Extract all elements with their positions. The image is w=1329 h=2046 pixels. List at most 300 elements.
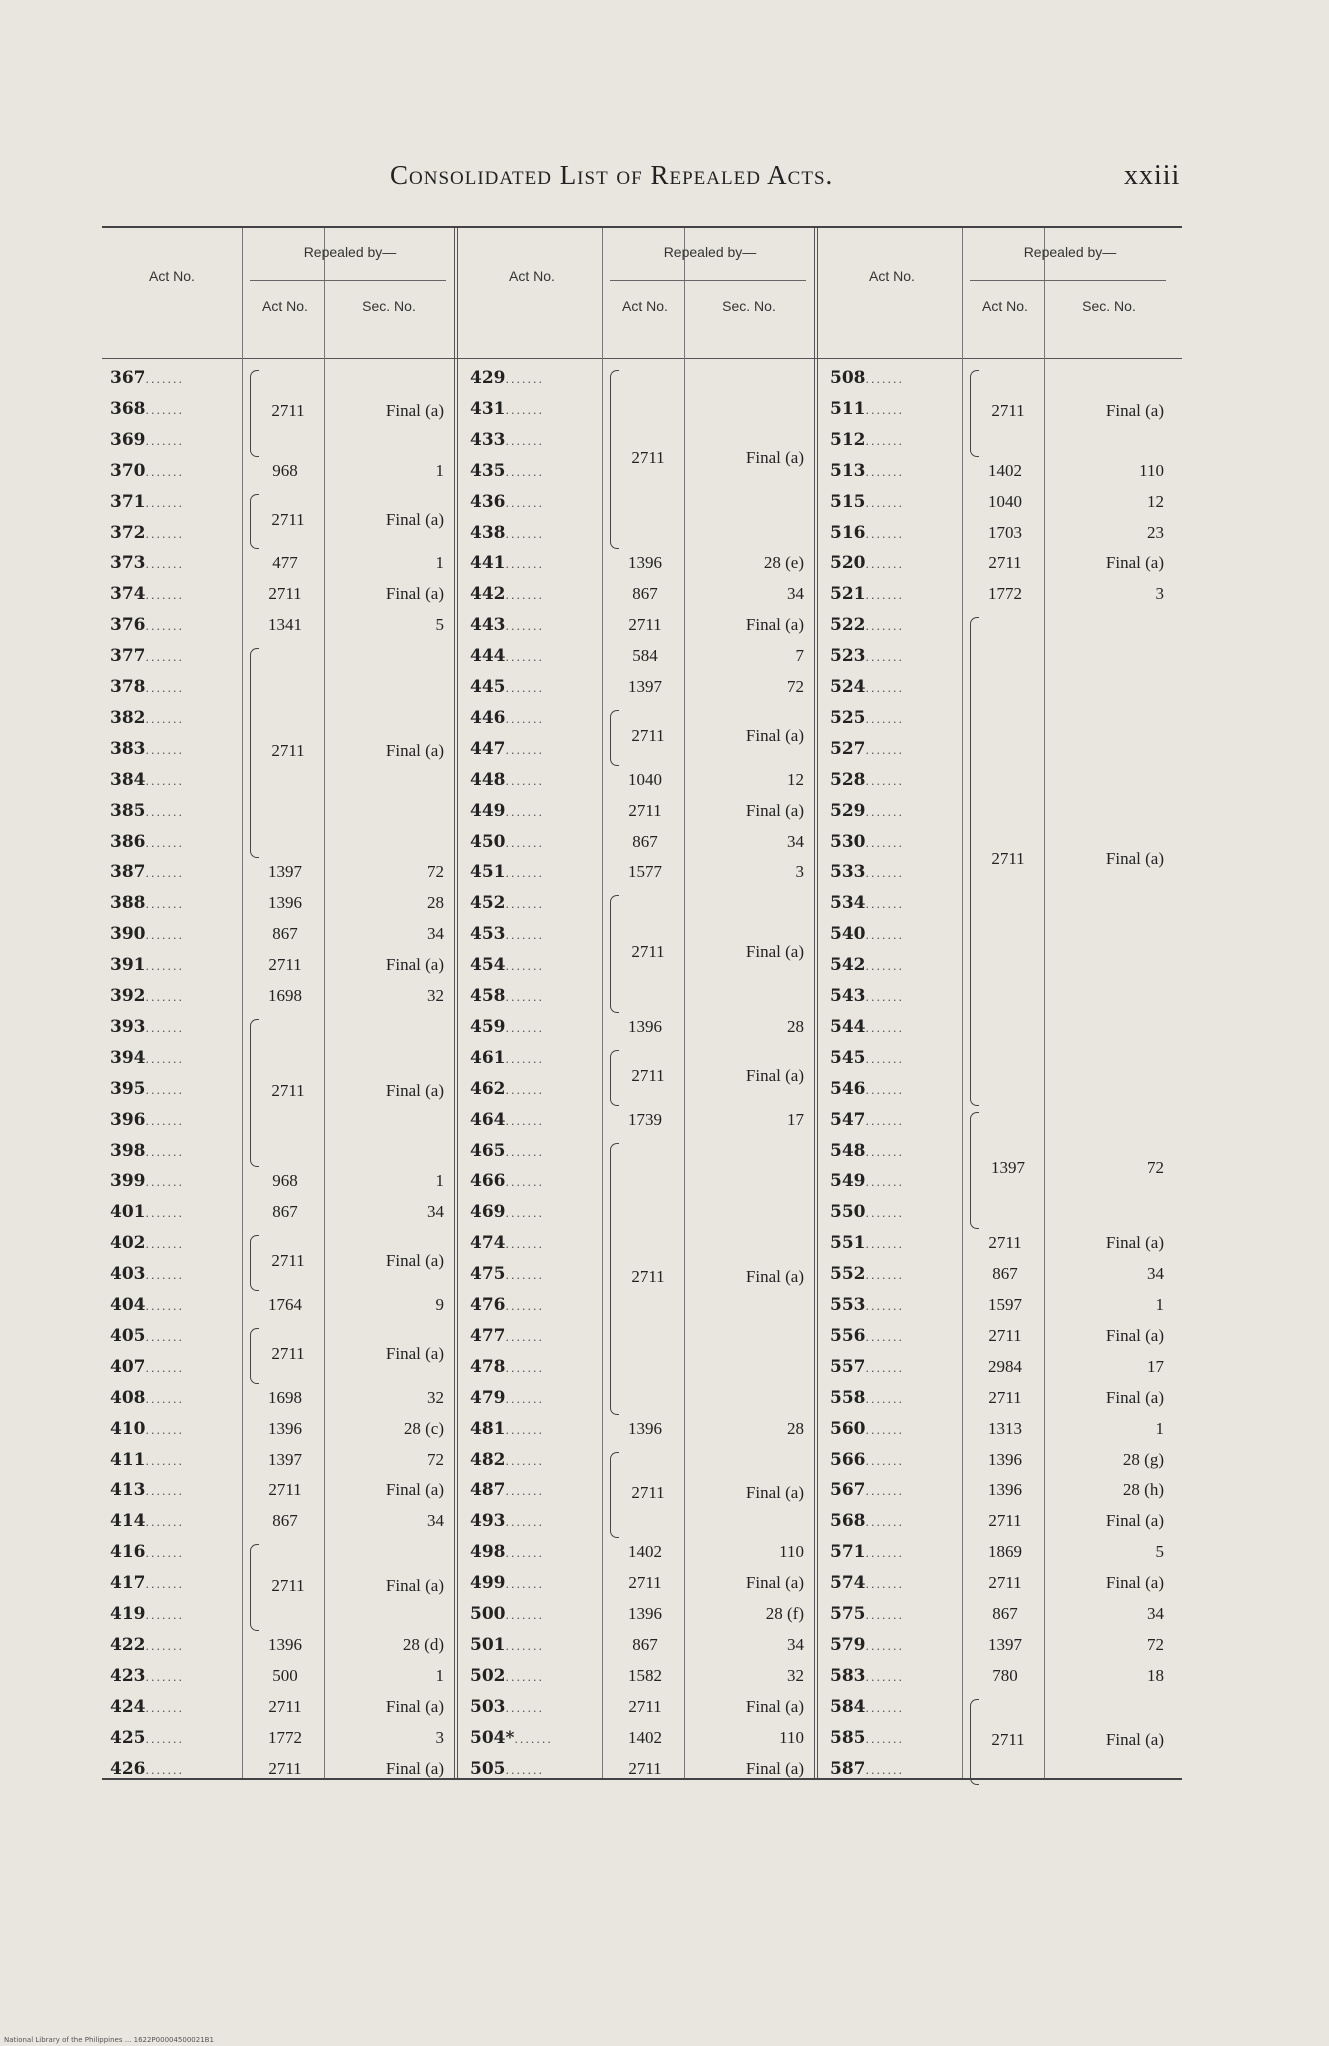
leader-dots: ....... <box>865 1423 904 1437</box>
repealing-act: 1402 <box>988 460 1022 480</box>
leader-dots: ....... <box>865 867 904 881</box>
act-number-text: 373 <box>110 553 146 574</box>
act-number-text: 548 <box>830 1140 866 1161</box>
act-number-text: 465 <box>470 1140 506 1161</box>
act-number <box>830 1666 904 1686</box>
section-number: Final (a) <box>1105 553 1164 573</box>
act-number-text: 528 <box>830 769 866 790</box>
repealing-act: 2711 <box>271 741 305 761</box>
section-number: Final (a) <box>745 1573 804 1593</box>
section-number: 28 (g) <box>1122 1449 1164 1469</box>
repealing-act: 2711 <box>628 1758 662 1778</box>
act-number-text: 458 <box>470 986 506 1006</box>
act-number <box>110 1604 184 1624</box>
section-number: 9 <box>435 1295 444 1314</box>
act-number <box>470 801 544 821</box>
section-number: 5 <box>1155 1542 1164 1562</box>
repealing-act: 867 <box>272 1202 298 1222</box>
repealing-act: 2711 <box>268 1758 302 1778</box>
repealing-act: 2711 <box>268 955 302 975</box>
act-number <box>470 523 544 543</box>
leader-dots: ....... <box>505 496 544 510</box>
leader-dots: ....... <box>865 1701 904 1715</box>
act-number-text: 398 <box>110 1140 146 1161</box>
repealing-act: 2711 <box>988 1387 1022 1407</box>
leader-dots: ....... <box>505 682 544 695</box>
repealing-act: 2711 <box>268 1696 302 1716</box>
act-number-text: 568 <box>830 1511 866 1532</box>
act-number-text: 394 <box>110 1047 146 1068</box>
leader-dots: ....... <box>865 1207 904 1221</box>
act-number-text: 414 <box>110 1511 146 1532</box>
act-number <box>110 708 184 728</box>
act-number <box>830 862 904 882</box>
act-number <box>830 615 904 635</box>
act-number <box>830 1604 904 1624</box>
leader-dots: ....... <box>505 1021 544 1035</box>
act-number-text: 508 <box>830 368 866 388</box>
repealing-act: 2711 <box>271 401 305 421</box>
act-number <box>470 986 544 1006</box>
leader-dots: ....... <box>505 1083 544 1097</box>
repealing-act: 2984 <box>988 1356 1022 1376</box>
leader-dots: ....... <box>145 1392 184 1406</box>
act-number <box>470 1110 544 1130</box>
repealing-act: 2711 <box>988 1573 1022 1593</box>
act-number-text: 545 <box>830 1047 866 1068</box>
act-number-text: 474 <box>470 1233 506 1254</box>
act-number <box>830 1388 904 1408</box>
leader-dots: ....... <box>145 558 184 572</box>
repealing-act: 1703 <box>988 522 1022 542</box>
act-number <box>830 1264 904 1284</box>
section-number: Final (a) <box>1105 401 1164 421</box>
repealing-act: 1397 <box>988 1634 1022 1654</box>
section-number: Final (a) <box>385 955 444 975</box>
act-number <box>470 1171 544 1191</box>
repealing-act: 867 <box>632 1634 658 1654</box>
act-number <box>470 1666 544 1686</box>
act-number-text: 524 <box>830 677 866 697</box>
repealed-act-no-header: Act No. <box>622 298 668 314</box>
act-number <box>470 1295 544 1315</box>
act-number-text: 552 <box>830 1264 866 1285</box>
act-number <box>110 430 184 450</box>
leader-dots: ....... <box>865 1021 904 1035</box>
act-number <box>110 1728 184 1748</box>
section-number: 3 <box>435 1727 444 1747</box>
act-number <box>110 955 184 975</box>
section-number: 1 <box>435 553 444 573</box>
repealing-act: 1396 <box>628 1016 662 1036</box>
repealing-act: 2711 <box>988 553 1022 573</box>
act-number <box>830 1233 904 1253</box>
act-number-text: 513 <box>830 460 866 481</box>
leader-dots: ....... <box>865 836 904 850</box>
section-number: 110 <box>1139 460 1164 480</box>
act-number-text: 579 <box>830 1634 866 1655</box>
leader-dots: ....... <box>505 1145 544 1159</box>
act-number-text: 390 <box>110 924 146 945</box>
leader-dots: ....... <box>865 651 904 665</box>
section-number: 32 <box>787 1665 804 1685</box>
section-number: 5 <box>435 615 444 635</box>
act-number <box>110 1450 184 1470</box>
repealing-act: 1577 <box>628 862 662 882</box>
repealed-by-header: Repealed by— <box>303 244 397 260</box>
leader-dots: ....... <box>865 527 904 541</box>
section-number: Final (a) <box>1105 1233 1164 1253</box>
act-number-text: 547 <box>830 1109 866 1130</box>
act-number-text: 560 <box>830 1418 866 1439</box>
repealing-act: 2711 <box>631 447 665 467</box>
repealing-act: 1772 <box>268 1727 302 1747</box>
repealing-act: 2711 <box>991 401 1025 421</box>
act-number <box>470 399 544 419</box>
leader-dots: ....... <box>145 1269 184 1283</box>
leader-dots: ....... <box>145 1701 184 1715</box>
act-number <box>830 955 904 975</box>
act-number-text: 520 <box>830 553 866 574</box>
act-number <box>470 1141 544 1161</box>
act-number-text: 419 <box>110 1604 146 1624</box>
repealing-act: 2711 <box>271 1343 305 1363</box>
leader-dots: ....... <box>865 1330 904 1344</box>
leader-dots: ....... <box>505 1763 544 1777</box>
act-number <box>110 1635 184 1655</box>
section-number: 34 <box>787 831 804 851</box>
col-rule <box>962 228 963 1778</box>
act-number <box>110 739 184 759</box>
leader-dots: ....... <box>145 373 184 386</box>
act-number-text: 387 <box>110 862 146 883</box>
act-number-text: 446 <box>470 707 506 728</box>
sec-no-header: Sec. No. <box>362 298 416 314</box>
leader-dots: ....... <box>505 929 544 943</box>
leader-dots: ....... <box>865 403 904 417</box>
act-number <box>470 1264 544 1284</box>
act-number-text: 556 <box>830 1325 866 1346</box>
section-number: 3 <box>795 862 804 882</box>
leader-dots: ....... <box>865 682 904 695</box>
repealing-act: 2711 <box>991 1730 1025 1750</box>
act-number-text: 431 <box>470 398 506 419</box>
act-number <box>110 1511 184 1531</box>
section-number: Final (a) <box>1105 1573 1164 1593</box>
leader-dots: ....... <box>145 1145 184 1159</box>
leader-dots: ....... <box>505 774 544 788</box>
act-number <box>470 461 544 481</box>
act-number-text: 452 <box>470 893 506 914</box>
act-number-text: 395 <box>110 1078 146 1099</box>
act-number <box>830 1419 904 1439</box>
act-number-text: 540 <box>830 924 866 945</box>
act-number <box>470 955 544 975</box>
section-number: Final (a) <box>385 401 444 421</box>
leader-dots: ....... <box>505 1269 544 1283</box>
section-number: 28 (d) <box>402 1634 444 1654</box>
act-number <box>470 924 544 944</box>
leader-dots: ....... <box>145 1021 184 1035</box>
repealing-act: 584 <box>632 646 658 666</box>
repealing-act: 500 <box>272 1665 298 1685</box>
act-number <box>110 1202 184 1222</box>
block-rule <box>814 228 818 1778</box>
act-number <box>830 1202 904 1222</box>
leader-dots: ....... <box>865 743 904 757</box>
act-number <box>830 399 904 419</box>
act-number <box>830 1480 904 1500</box>
leader-dots: ....... <box>505 991 544 1004</box>
leader-dots: ....... <box>505 1176 544 1190</box>
act-number-text: 459 <box>470 1016 506 1037</box>
act-number-text: 585 <box>830 1727 866 1748</box>
leader-dots: ....... <box>505 1300 544 1313</box>
act-number-text: 515 <box>830 491 866 512</box>
act-number <box>110 1697 184 1717</box>
repealed-by-rule <box>610 280 806 281</box>
act-number-text: 587 <box>830 1758 866 1779</box>
act-number <box>470 1511 544 1531</box>
act-number-text: 453 <box>470 924 506 945</box>
section-number: 17 <box>787 1109 804 1129</box>
section-number: 28 (f) <box>765 1604 804 1623</box>
leader-dots: ....... <box>505 743 544 757</box>
repealing-act: 968 <box>272 460 298 480</box>
act-number-text: 543 <box>830 986 866 1006</box>
act-number <box>110 1048 184 1068</box>
repealing-act: 2711 <box>271 1081 305 1101</box>
act-number <box>110 1110 184 1130</box>
leader-dots: ....... <box>505 1207 544 1221</box>
act-no-header: Act No. <box>149 268 195 284</box>
act-number <box>110 1542 184 1562</box>
section-number: Final (a) <box>385 1696 444 1716</box>
act-number <box>830 801 904 821</box>
act-number <box>470 553 544 573</box>
act-number <box>110 1666 184 1686</box>
act-number <box>830 986 904 1006</box>
repealing-act: 1402 <box>628 1542 662 1562</box>
act-number-text: 378 <box>110 677 146 697</box>
section-number: 1 <box>435 460 444 480</box>
section-number: Final (a) <box>385 1758 444 1778</box>
act-number <box>470 739 544 759</box>
act-number <box>110 1326 184 1346</box>
repealing-act: 867 <box>992 1604 1018 1623</box>
repealing-act: 1396 <box>268 893 302 913</box>
section-number: 12 <box>787 769 804 789</box>
act-number-text: 558 <box>830 1387 866 1408</box>
section-number: 12 <box>1147 491 1164 511</box>
repealing-act: 968 <box>272 1171 298 1191</box>
section-number: 28 <box>787 1016 804 1036</box>
section-number: 1 <box>1155 1295 1164 1314</box>
act-number-text: 550 <box>830 1202 866 1223</box>
repealing-act: 867 <box>632 831 658 851</box>
act-number <box>110 523 184 543</box>
act-number <box>110 368 184 388</box>
section-number: 28 <box>427 893 444 913</box>
act-number <box>470 1450 544 1470</box>
repealing-act: 2711 <box>271 1575 305 1595</box>
repealing-act: 2711 <box>268 584 302 604</box>
leader-dots: ....... <box>865 1361 904 1375</box>
act-number-text: 571 <box>830 1542 866 1563</box>
act-number-text: 544 <box>830 1016 866 1037</box>
leader-dots: ....... <box>145 1361 184 1375</box>
leader-dots: ....... <box>865 1083 904 1097</box>
act-number <box>110 1357 184 1377</box>
act-number-text: 404 <box>110 1295 146 1315</box>
act-number <box>110 1233 184 1253</box>
act-number <box>110 893 184 913</box>
act-number <box>470 1202 544 1222</box>
section-number: 23 <box>1147 522 1164 542</box>
repealing-act: 1698 <box>268 986 302 1005</box>
leader-dots: ....... <box>865 1392 904 1406</box>
leader-dots: ....... <box>505 1454 544 1468</box>
act-number <box>830 1511 904 1531</box>
leader-dots: ....... <box>145 682 184 695</box>
leader-dots: ....... <box>514 1732 553 1746</box>
leader-dots: ....... <box>865 620 904 634</box>
act-number <box>470 584 544 604</box>
act-number <box>470 1542 544 1562</box>
leader-dots: ....... <box>865 1516 904 1530</box>
act-number-text: 396 <box>110 1109 146 1130</box>
leader-dots: ....... <box>145 1238 184 1252</box>
section-number: 34 <box>427 924 444 944</box>
act-number <box>110 1017 184 1037</box>
repealing-act: 1396 <box>988 1480 1022 1500</box>
leader-dots: ....... <box>865 1052 904 1066</box>
repealing-act: 867 <box>992 1264 1018 1284</box>
act-number-text: 549 <box>830 1171 866 1192</box>
header-rule <box>102 358 1182 359</box>
act-number-text: 442 <box>470 584 506 605</box>
act-number-text: 574 <box>830 1573 866 1594</box>
act-number <box>110 1759 184 1779</box>
act-number-text: 584 <box>830 1696 866 1717</box>
leader-dots: ....... <box>145 867 184 881</box>
act-number-text: 481 <box>470 1418 506 1439</box>
leader-dots: ....... <box>865 589 904 603</box>
leader-dots: ....... <box>145 620 184 634</box>
leader-dots: ....... <box>865 1609 904 1622</box>
act-number-text: 407 <box>110 1356 146 1377</box>
leader-dots: ....... <box>505 434 544 448</box>
leader-dots: ....... <box>865 1114 904 1128</box>
act-number-text: 534 <box>830 893 866 914</box>
leader-dots: ....... <box>865 960 904 974</box>
act-number-text: 476 <box>470 1295 506 1315</box>
repealing-act: 1396 <box>268 1634 302 1654</box>
act-number <box>830 708 904 728</box>
section-number: Final (a) <box>385 509 444 529</box>
act-number <box>830 430 904 450</box>
act-number <box>470 708 544 728</box>
leader-dots: ....... <box>865 465 904 479</box>
section-number: 17 <box>1147 1356 1164 1376</box>
act-number-text: 370 <box>110 460 146 481</box>
act-number <box>470 646 544 666</box>
repealing-act: 2711 <box>631 725 665 745</box>
page-number: xxiii <box>1124 160 1181 191</box>
act-number-text: 372 <box>110 522 146 543</box>
act-number-text: 461 <box>470 1047 506 1068</box>
leader-dots: ....... <box>145 465 184 479</box>
act-number <box>470 1357 544 1377</box>
act-number <box>830 1295 904 1315</box>
act-number <box>470 1635 544 1655</box>
act-number-text: 451 <box>470 862 506 883</box>
act-number-text: 546 <box>830 1078 866 1099</box>
leader-dots: ....... <box>505 1423 544 1437</box>
act-number <box>830 1357 904 1377</box>
act-number <box>830 1759 904 1779</box>
act-number <box>110 924 184 944</box>
repealing-act: 1402 <box>628 1727 662 1747</box>
leader-dots: ....... <box>865 1485 904 1499</box>
act-number-text: 447 <box>470 738 506 759</box>
act-number <box>470 1604 544 1624</box>
section-number: Final (a) <box>745 1065 804 1085</box>
repealing-act: 2711 <box>268 1480 302 1500</box>
repealing-act: 1772 <box>988 584 1022 604</box>
leader-dots: ....... <box>505 1238 544 1252</box>
act-number <box>110 1295 184 1315</box>
section-number: Final (a) <box>745 1482 804 1502</box>
act-number-text: 478 <box>470 1356 506 1377</box>
act-number-text: 575 <box>830 1604 866 1624</box>
act-number-text: 557 <box>830 1356 866 1377</box>
leader-dots: ....... <box>145 1732 184 1746</box>
repealing-act: 1396 <box>988 1449 1022 1469</box>
section-number: Final (a) <box>745 447 804 467</box>
act-number-text: 462 <box>470 1078 506 1099</box>
act-number <box>470 832 544 852</box>
act-number-text: 469 <box>470 1202 506 1223</box>
act-number <box>110 492 184 512</box>
page-title: Consolidated List of Repealed Acts. <box>390 160 834 190</box>
repealing-act: 1582 <box>628 1665 662 1685</box>
leader-dots: ....... <box>145 805 184 819</box>
leader-dots: ....... <box>145 836 184 850</box>
repealing-act: 1040 <box>628 769 662 789</box>
act-number-text: 501 <box>470 1634 506 1655</box>
repealing-act: 867 <box>272 1511 298 1531</box>
repealing-act: 2711 <box>271 509 305 529</box>
act-number-text: 371 <box>110 491 146 512</box>
act-number <box>830 1141 904 1161</box>
repealing-act: 2711 <box>628 615 662 635</box>
act-number-text: 408 <box>110 1387 146 1408</box>
act-number-text: 499 <box>470 1573 506 1594</box>
act-number <box>830 1635 904 1655</box>
leader-dots: ....... <box>505 1361 544 1375</box>
leader-dots: ....... <box>865 373 904 386</box>
act-number-text: 441 <box>470 553 506 574</box>
leader-dots: ....... <box>505 373 544 386</box>
leader-dots: ....... <box>145 1485 184 1499</box>
leader-dots: ....... <box>865 774 904 788</box>
section-number: 18 <box>1147 1665 1164 1685</box>
repealing-act: 2711 <box>631 1482 665 1502</box>
leader-dots: ....... <box>865 1763 904 1777</box>
section-number: Final (a) <box>385 1343 444 1363</box>
act-number-text: 449 <box>470 800 506 821</box>
